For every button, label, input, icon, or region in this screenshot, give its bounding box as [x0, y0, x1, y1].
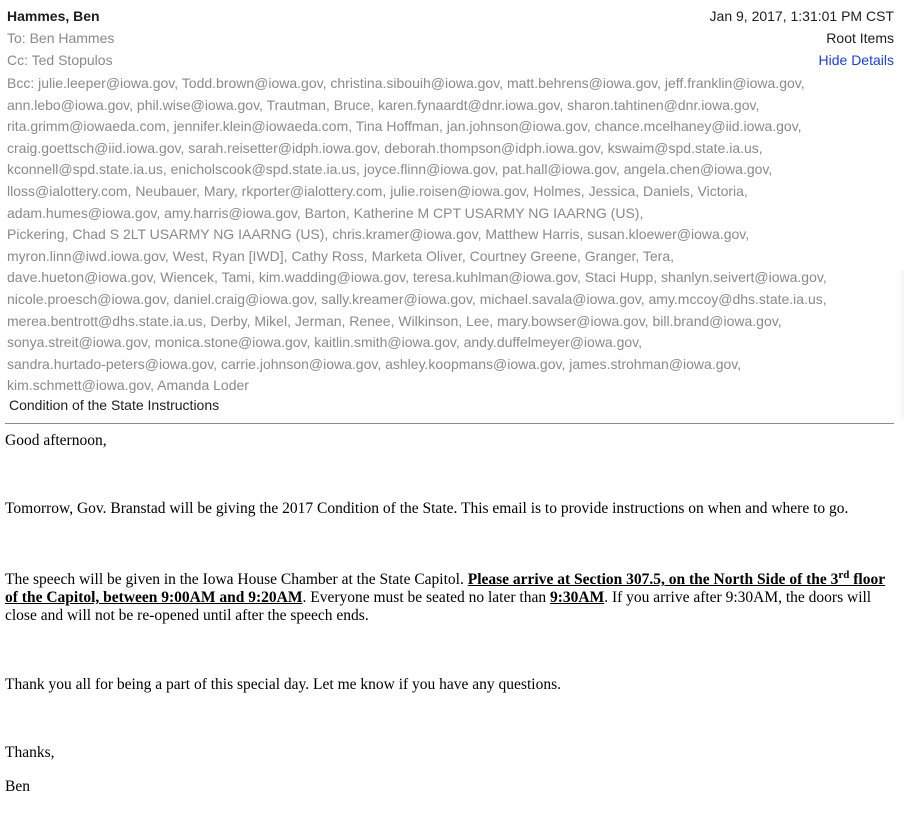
bcc-line: Bcc: julie.leeper@iowa.gov, Todd.brown@iowa.gov, christina.sibouih@iowa.gov, matt.behrens@iowa.gov, jeff.franklin@iowa.gov,	[7, 75, 805, 91]
para2-intro: The speech will be given in the Iowa House Chamber at the State Capitol.	[5, 571, 468, 588]
bcc-line: nicole.proesch@iowa.gov, daniel.craig@iowa.gov, sally.kreamer@iowa.gov, michael.savala@iowa.gov, amy.mccoy@dhs.state.ia.us,	[7, 290, 827, 307]
para2-doors-text: . If you arrive after 9:30AM, the doors will close and will not be re-opened until after the speech ends.	[5, 589, 872, 624]
bcc-line: kim.schmett@iowa.gov, Amanda Loder	[7, 377, 249, 394]
to-recipients: To: Ben Hammes	[7, 30, 115, 46]
greeting: Good afternoon,	[5, 432, 107, 449]
cc-recipients: Cc: Ted Stopulos	[7, 52, 113, 68]
bcc-line: kconnell@spd.state.ia.us, enicholscook@spd.state.ia.us, joyce.flinn@iowa.gov, pat.hall@iowa.gov, angela.chen@iowa.gov,	[7, 161, 773, 178]
para2-seated-text: . Everyone must be seated no later than	[302, 589, 550, 606]
bcc-line: myron.linn@iwd.iowa.gov, West, Ryan [IWD], Cathy Ross, Marketa Oliver, Courtney Greene, Granger, Tera,	[7, 247, 675, 264]
bcc-recipients	[7, 73, 897, 397]
bcc-line: dave.hueton@iowa.gov, Wiencek, Tami, kim.wadding@iowa.gov, teresa.kuhlman@iowa.gov, Staci Hupp, shanlyn.seivert@iowa.gov,	[7, 269, 827, 286]
message-date: Jan 9, 2017, 1:31:01 PM CST	[709, 8, 894, 24]
seated-deadline: 9:30AM	[549, 589, 605, 606]
bcc-line: sonya.streit@iowa.gov, monica.stone@iowa.gov, kaitlin.smith@iowa.gov, andy.duffelmeyer@iowa.gov,	[7, 334, 643, 351]
body-paragraph-2	[5, 568, 890, 625]
signature: Ben	[5, 778, 30, 795]
scroll-shadow	[898, 270, 904, 420]
ordinal-suffix: rd	[838, 568, 850, 581]
bcc-line: adam.humes@iowa.gov, amy.harris@iowa.gov, Barton, Katherine M CPT USARMY NG IAARNG (US),	[7, 204, 644, 221]
bcc-line: sandra.hurtado-peters@iowa.gov, carrie.johnson@iowa.gov, ashley.koopmans@iowa.gov, james.strohman@iowa.gov,	[7, 355, 742, 372]
arrival-window: floor of the Capitol, between 9:00AM and 9:20AM	[5, 571, 886, 606]
bcc-line: craig.goettsch@iid.iowa.gov, sarah.reisetter@idph.iowa.gov, deborah.thompson@idph.iowa.gov, kswaim@spd.state.ia.us,	[7, 139, 763, 156]
bcc-line: rita.grimm@iowaeda.com, jennifer.klein@iowaeda.com, Tina Hoffman, jan.johnson@iowa.gov, chance.mcelhaney@iid.iowa.gov,	[7, 118, 802, 135]
body-paragraph-1: Tomorrow, Gov. Branstad will be giving the 2017 Condition of the State. This email is to provide instructions on when and where to go.	[5, 500, 849, 517]
bcc-line: ann.lebo@iowa.gov, phil.wise@iowa.gov, Trautman, Bruce, karen.fynaardt@dnr.iowa.gov, sharon.tahtinen@dnr.iowa.gov,	[7, 96, 760, 113]
folder-name: Root Items	[826, 30, 894, 46]
bcc-line: Pickering, Chad S 2LT USARMY NG IAARNG (US), chris.kramer@iowa.gov, Matthew Harris, susan.kloewer@iowa.gov,	[7, 226, 750, 243]
sender-name: Hammes, Ben	[7, 8, 100, 24]
bcc-line: merea.bentrott@dhs.state.ia.us, Derby, Mikel, Jerman, Renee, Wilkinson, Lee, mary.bowser@iowa.gov, bill.brand@iowa.gov,	[7, 312, 782, 329]
bcc-line: lloss@ialottery.com, Neubauer, Mary, rkporter@ialottery.com, julie.roisen@iowa.gov, Holmes, Jessica, Daniels, Victoria,	[7, 182, 748, 199]
body-paragraph-3: Thank you all for being a part of this special day. Let me know if you have any questions.	[5, 676, 561, 693]
hide-details-link[interactable]: Hide Details	[818, 52, 894, 68]
header-divider	[5, 423, 894, 424]
arrival-location: Please arrive at Section 307.5, on the North Side of the 3	[467, 571, 839, 588]
message-subject: Condition of the State Instructions	[9, 397, 220, 413]
sign-off: Thanks,	[5, 744, 55, 761]
